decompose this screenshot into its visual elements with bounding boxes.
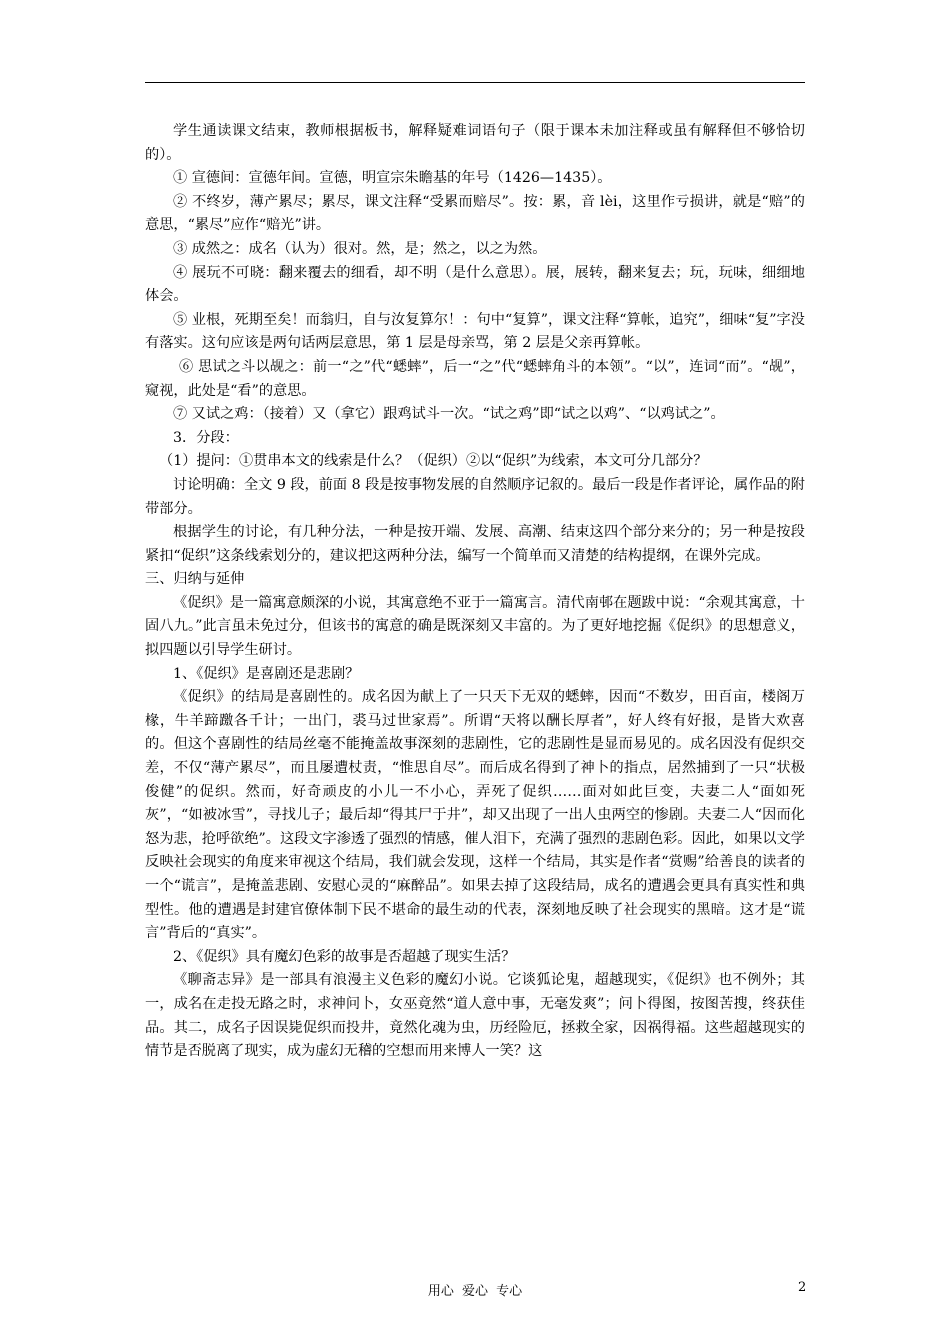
paragraph: ② 不终岁，薄产累尽；累尽，课文注释“受累而赔尽”。按：累，音 lèi，这里作亏损讲，就是“赔”的意思，“累尽”应作“赔光”讲。	[145, 193, 805, 234]
paragraph: ③ 成然之：成名（认为）很对。然，是；然之，以之为然。	[173, 240, 547, 257]
question-heading: 2、《促织》具有魔幻色彩的故事是否超越了现实生活？	[173, 948, 516, 965]
paragraph: 《促织》是一篇寓意颇深的小说，其寓意绝不亚于一篇寓言。清代南邨在题跋中说：“余观其寓意，十固八九。”此言虽未免过分，但该书的寓意的确是既深刻又丰富的。为了更好地挖掘《促织》的思想意义，拟四题以引导学生研讨。	[145, 594, 805, 659]
header-rule	[145, 82, 805, 83]
section-heading: 3．分段：	[173, 429, 239, 446]
paragraph: 讨论明确：全文 9 段，前面 8 段是按事物发展的自然顺序记叙的。最后一段是作者评论，属作品的附带部分。	[145, 476, 805, 517]
paragraph: ⑤ 业根，死期至矣！而翁归，自与汝复算尔！：句中“复算”，课文注释“算帐，追究”，细味“复”字没有落实。这句应该是两句话两层意思，第 1 层是母亲骂，第 2 层是父亲再算帐。	[145, 311, 805, 352]
paragraph: ⑦ 又试之鸡：（接着）又（拿它）跟鸡试斗一次。“试之鸡”即“试之以鸡”、“以鸡试之”。	[173, 406, 725, 423]
paragraph: 《促织》的结局是喜剧性的。成名因为献上了一只天下无双的蟋蟀，因而“不数岁，田百亩，楼阁万椽，牛羊蹄躈各千计；一出门，裘马过世家焉”。所谓“天将以酬长厚者”，好人终有好报，是皆大欢喜的。但这个喜剧性的结局丝毫不能掩盖故事深刻的悲剧性，它的悲剧性是显而易见的。成名因没有促织交差，不仅“薄产累尽”，而且屡遭杖责，“惟思自尽”。而后成名得到了神卜的指点，居然捕到了一只“状极俊健”的促织。然而，好奇顽皮的小儿一不小心，弄死了促织……面对如此巨变，夫妻二人“面如死灰”，“如被冰雪”，寻找儿子；最后却“得其尸于井”，却又出现了一出人虫两空的惨剧。夫妻二人“因而化怒为悲，抢呼欲绝”。这段文字渗透了强烈的情感，催人泪下，充满了强烈的悲剧色彩。因此，如果以文学反映社会现实的角度来审视这个结局，我们就会发现，这样一个结局，其实是作者“赏赐”给善良的读者的一个“谎言”，是掩盖悲剧、安慰心灵的“麻醉品”。如果去掉了这段结局，成名的遭遇会更具有真实性和典型性。他的遭遇是封建官僚体制下民不堪命的最生动的代表，深刻地反映了社会现实的黑暗。这才是“谎言”背后的“真实”。	[145, 689, 805, 942]
paragraph: 《聊斋志异》是一部具有浪漫主义色彩的魔幻小说。它谈狐论鬼，超越现实，《促织》也不例外；其一，成名在走投无路之时，求神问卜，女巫竟然“道人意中事，无毫发爽”；问卜得图，按图苦搜，终获佳品。其二，成名子因误毙促织而投井，竟然化魂为虫，历经险厄，拯救全家，因祸得福。这些超越现实的情节是否脱离了现实，成为虚幻无稽的空想而用来博人一笑？这	[145, 972, 805, 1060]
paragraph: 根据学生的讨论，有几种分法，一种是按开端、发展、高潮、结束这四个部分来分的；另一种是按段紧扣“促织”这条线索划分的，建议把这两种分法，编写一个简单而又清楚的结构提纲，在课外完成。	[145, 524, 805, 564]
footer-motto: 用心 爱心 专心	[427, 1284, 523, 1299]
paragraph: ⑥ 思试之斗以觇之：前一“之”代“蟋蟀”，后一“之”代“蟋蟀角斗的本领”。“以”，连词“而”。“觇”，窥视，此处是“看”的意思。	[145, 358, 805, 399]
paragraph: ④ 展玩不可晓：翻来覆去的细看，却不明（是什么意思）。展，展转，翻来复去；玩，玩味，细细地体会。	[145, 264, 805, 305]
section-heading: 三、归纳与延伸	[145, 571, 245, 588]
page-body	[145, 120, 805, 1064]
page-number: 2	[798, 1280, 807, 1295]
paragraph: （1）提问：①贯串本文的线索是什么？（促织）②以“促织”为线索，本文可分几部分？	[159, 453, 708, 470]
paragraph: 学生通读课文结束，教师根据板书，解释疑难词语句子（限于课本未加注释或虽有解释但不够恰切的）。	[145, 123, 805, 163]
paragraph: ① 宣德间：宣德年间。宣德，明宣宗朱瞻基的年号（1426—1435）。	[173, 170, 612, 187]
question-heading: 1、《促织》是喜剧还是悲剧？	[173, 665, 360, 682]
